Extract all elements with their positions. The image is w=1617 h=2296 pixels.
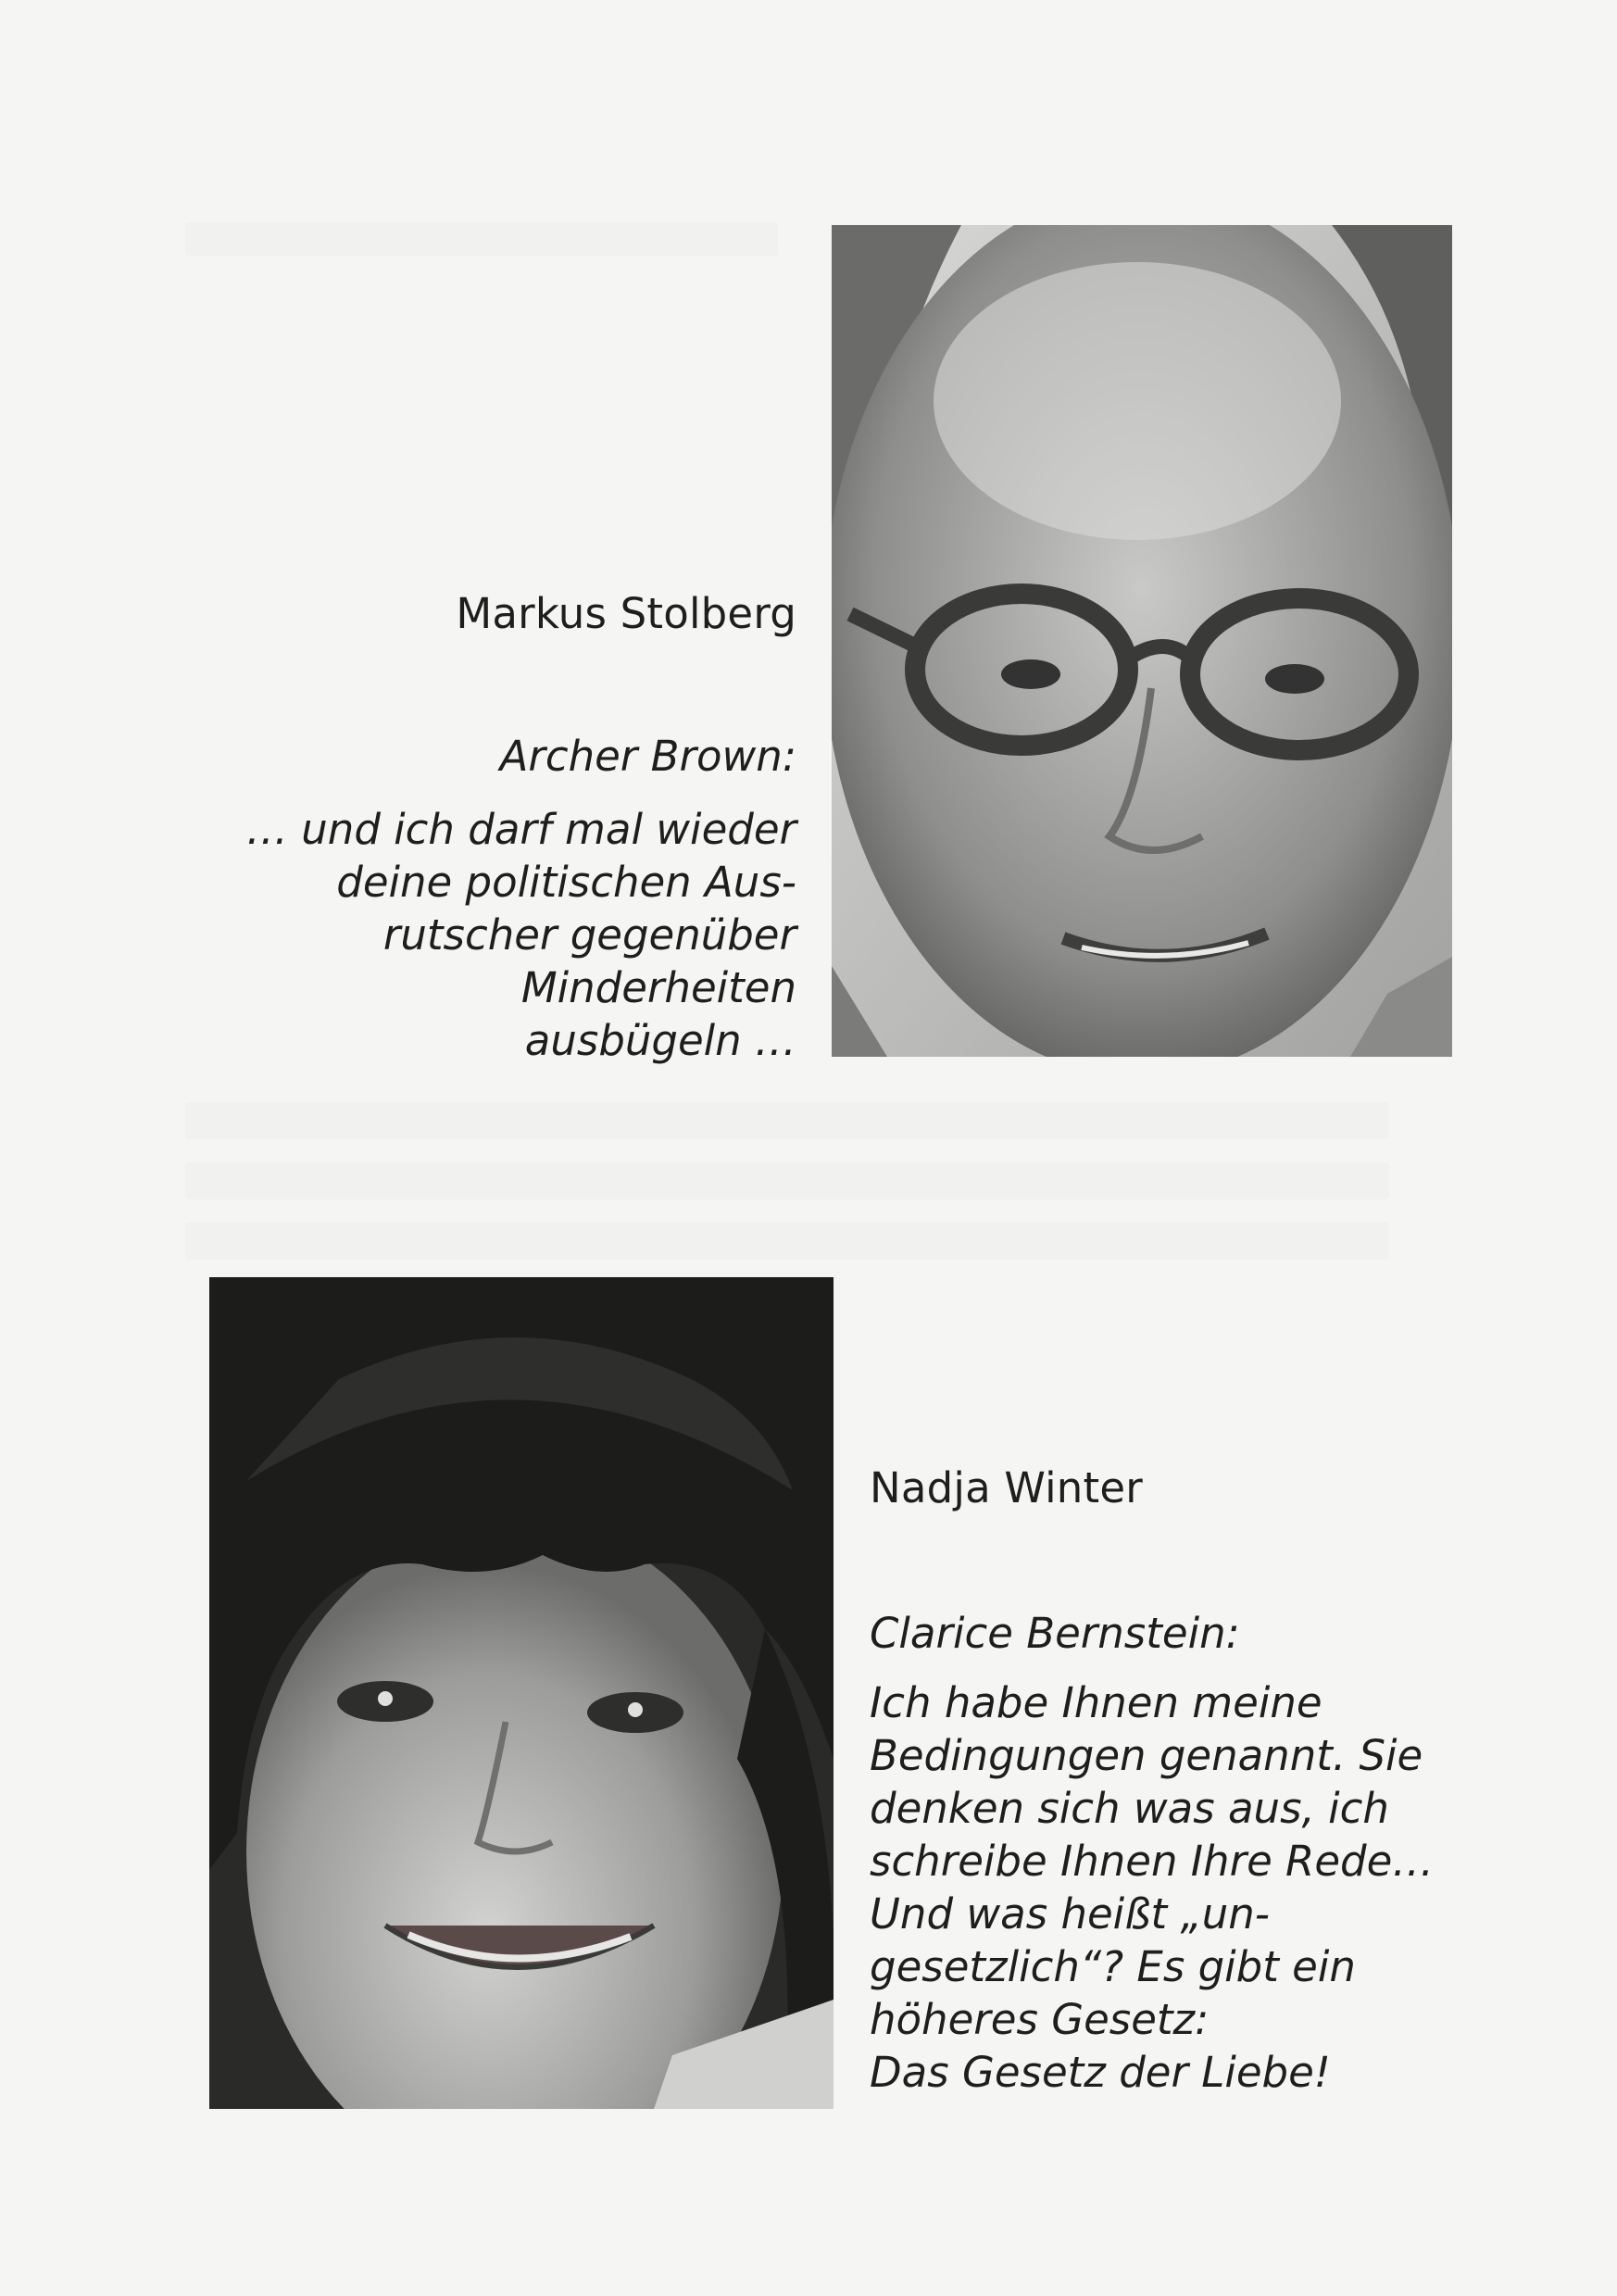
character-quote	[246, 803, 796, 1067]
quote-line: Minderheiten	[520, 963, 796, 1012]
bleed-through-line	[185, 222, 778, 256]
quote-line: schreibe Ihnen Ihre Rede…	[870, 1837, 1435, 1886]
bleed-through-line	[185, 1223, 1389, 1260]
quote-line: Das Gesetz der Liebe!	[870, 2048, 1331, 2097]
actor-name: Nadja Winter	[870, 1463, 1143, 1512]
quote-line: gesetzlich“? Es gibt ein	[870, 1942, 1356, 1991]
quote-line: Bedingungen genannt. Sie	[870, 1731, 1423, 1780]
actor-name: Markus Stolberg	[456, 589, 796, 638]
quote-line: … und ich darf mal wieder	[245, 805, 796, 854]
actor-photo-nadja-winter	[209, 1277, 834, 2109]
quote-line: Und was heißt „un-	[870, 1889, 1271, 1938]
quote-line: denken sich was aus, ich	[870, 1784, 1389, 1833]
bleed-through-line	[185, 1162, 1389, 1199]
character-name: Clarice Bernstein:	[870, 1609, 1240, 1658]
quote-line: ausbügeln …	[524, 1016, 796, 1065]
character-name: Archer Brown:	[499, 732, 796, 781]
quote-line: höheres Gesetz:	[870, 1995, 1210, 2044]
quote-line: Ich habe Ihnen meine	[870, 1678, 1322, 1727]
actor-photo-markus-stolberg	[832, 225, 1452, 1057]
character-quote	[870, 1676, 1434, 2099]
quote-line: rutscher gegenüber	[382, 910, 796, 960]
quote-line: deine politischen Aus-	[336, 858, 796, 907]
bleed-through-line	[185, 1102, 1389, 1139]
